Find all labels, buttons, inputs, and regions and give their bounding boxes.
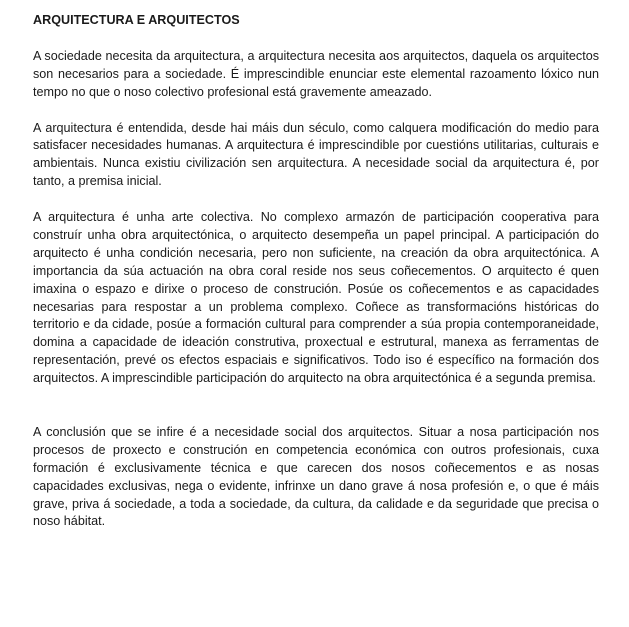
paragraph-3: A arquitectura é unha arte colectiva. No complexo armazón de participación cooperativa para construír unha obra arquitectónica, o arquitecto desempeña un papel principal. A participación do arquitecto é unha condición necesaria, pero non suficiente, na creación da obra arquitectónica. A importancia da súa actuación na obra coral reside nos seus coñecementos. O arquitecto é quen imaxina o espazo e dirixe o proceso de construción. Posúe os coñecementos e as capacidades necesarias para respostar a un problema complexo. Coñece as transformacións históricas do territorio e da cidade, posúe a formación cultural para comprender a súa propia contemporaneidade, domina a capacidade de ideación construtiva, proxectual e estrutural, manexa as ferramentas de representación, prevé os efectos espaciais e significativos. Todo iso é específico na formación dos arquitectos. A imprescindible participación do arquitecto na obra arquitectónica é a segunda premisa. (33, 210, 599, 386)
document-page (33, 12, 599, 549)
paragraph-2: A arquitectura é entendida, desde hai máis dun século, como calquera modificación do medio para satisfacer necesidades humanas. A arquitectura é imprescindible por cuestións utilitarias, culturais e ambientais. Nunca existiu civilización sen arquitectura. A necesidade social da arquitectura é, por tanto, a premisa inicial. (33, 120, 599, 189)
document-title: ARQUITECTURA E ARQUITECTOS (33, 13, 240, 27)
paragraph-1: A sociedade necesita da arquitectura, a arquitectura necesita aos arquitectos, daquela os arquitectos son necesarios para a sociedade. É imprescindible enunciar este elemental razoamento lóxico nun tempo no que o noso colectivo profesional está gravemente ameazado. (33, 48, 599, 99)
paragraph-4: A conclusión que se infire é a necesidade social dos arquitectos. Situar a nosa participación nos procesos de proxecto e construción en competencia económica con outros profesionais, cuxa formación é exclusivamente técnica e que carecen dos nosos coñecementos e as nosas capacidades exclusivas, nega o evidente, infrinxe un dano grave á nosa profesión e, o que é máis grave, priva á sociedade, a toda a sociedade, da cultura, da calidade e da seguridade que precisa o noso hábitat. (33, 424, 599, 529)
